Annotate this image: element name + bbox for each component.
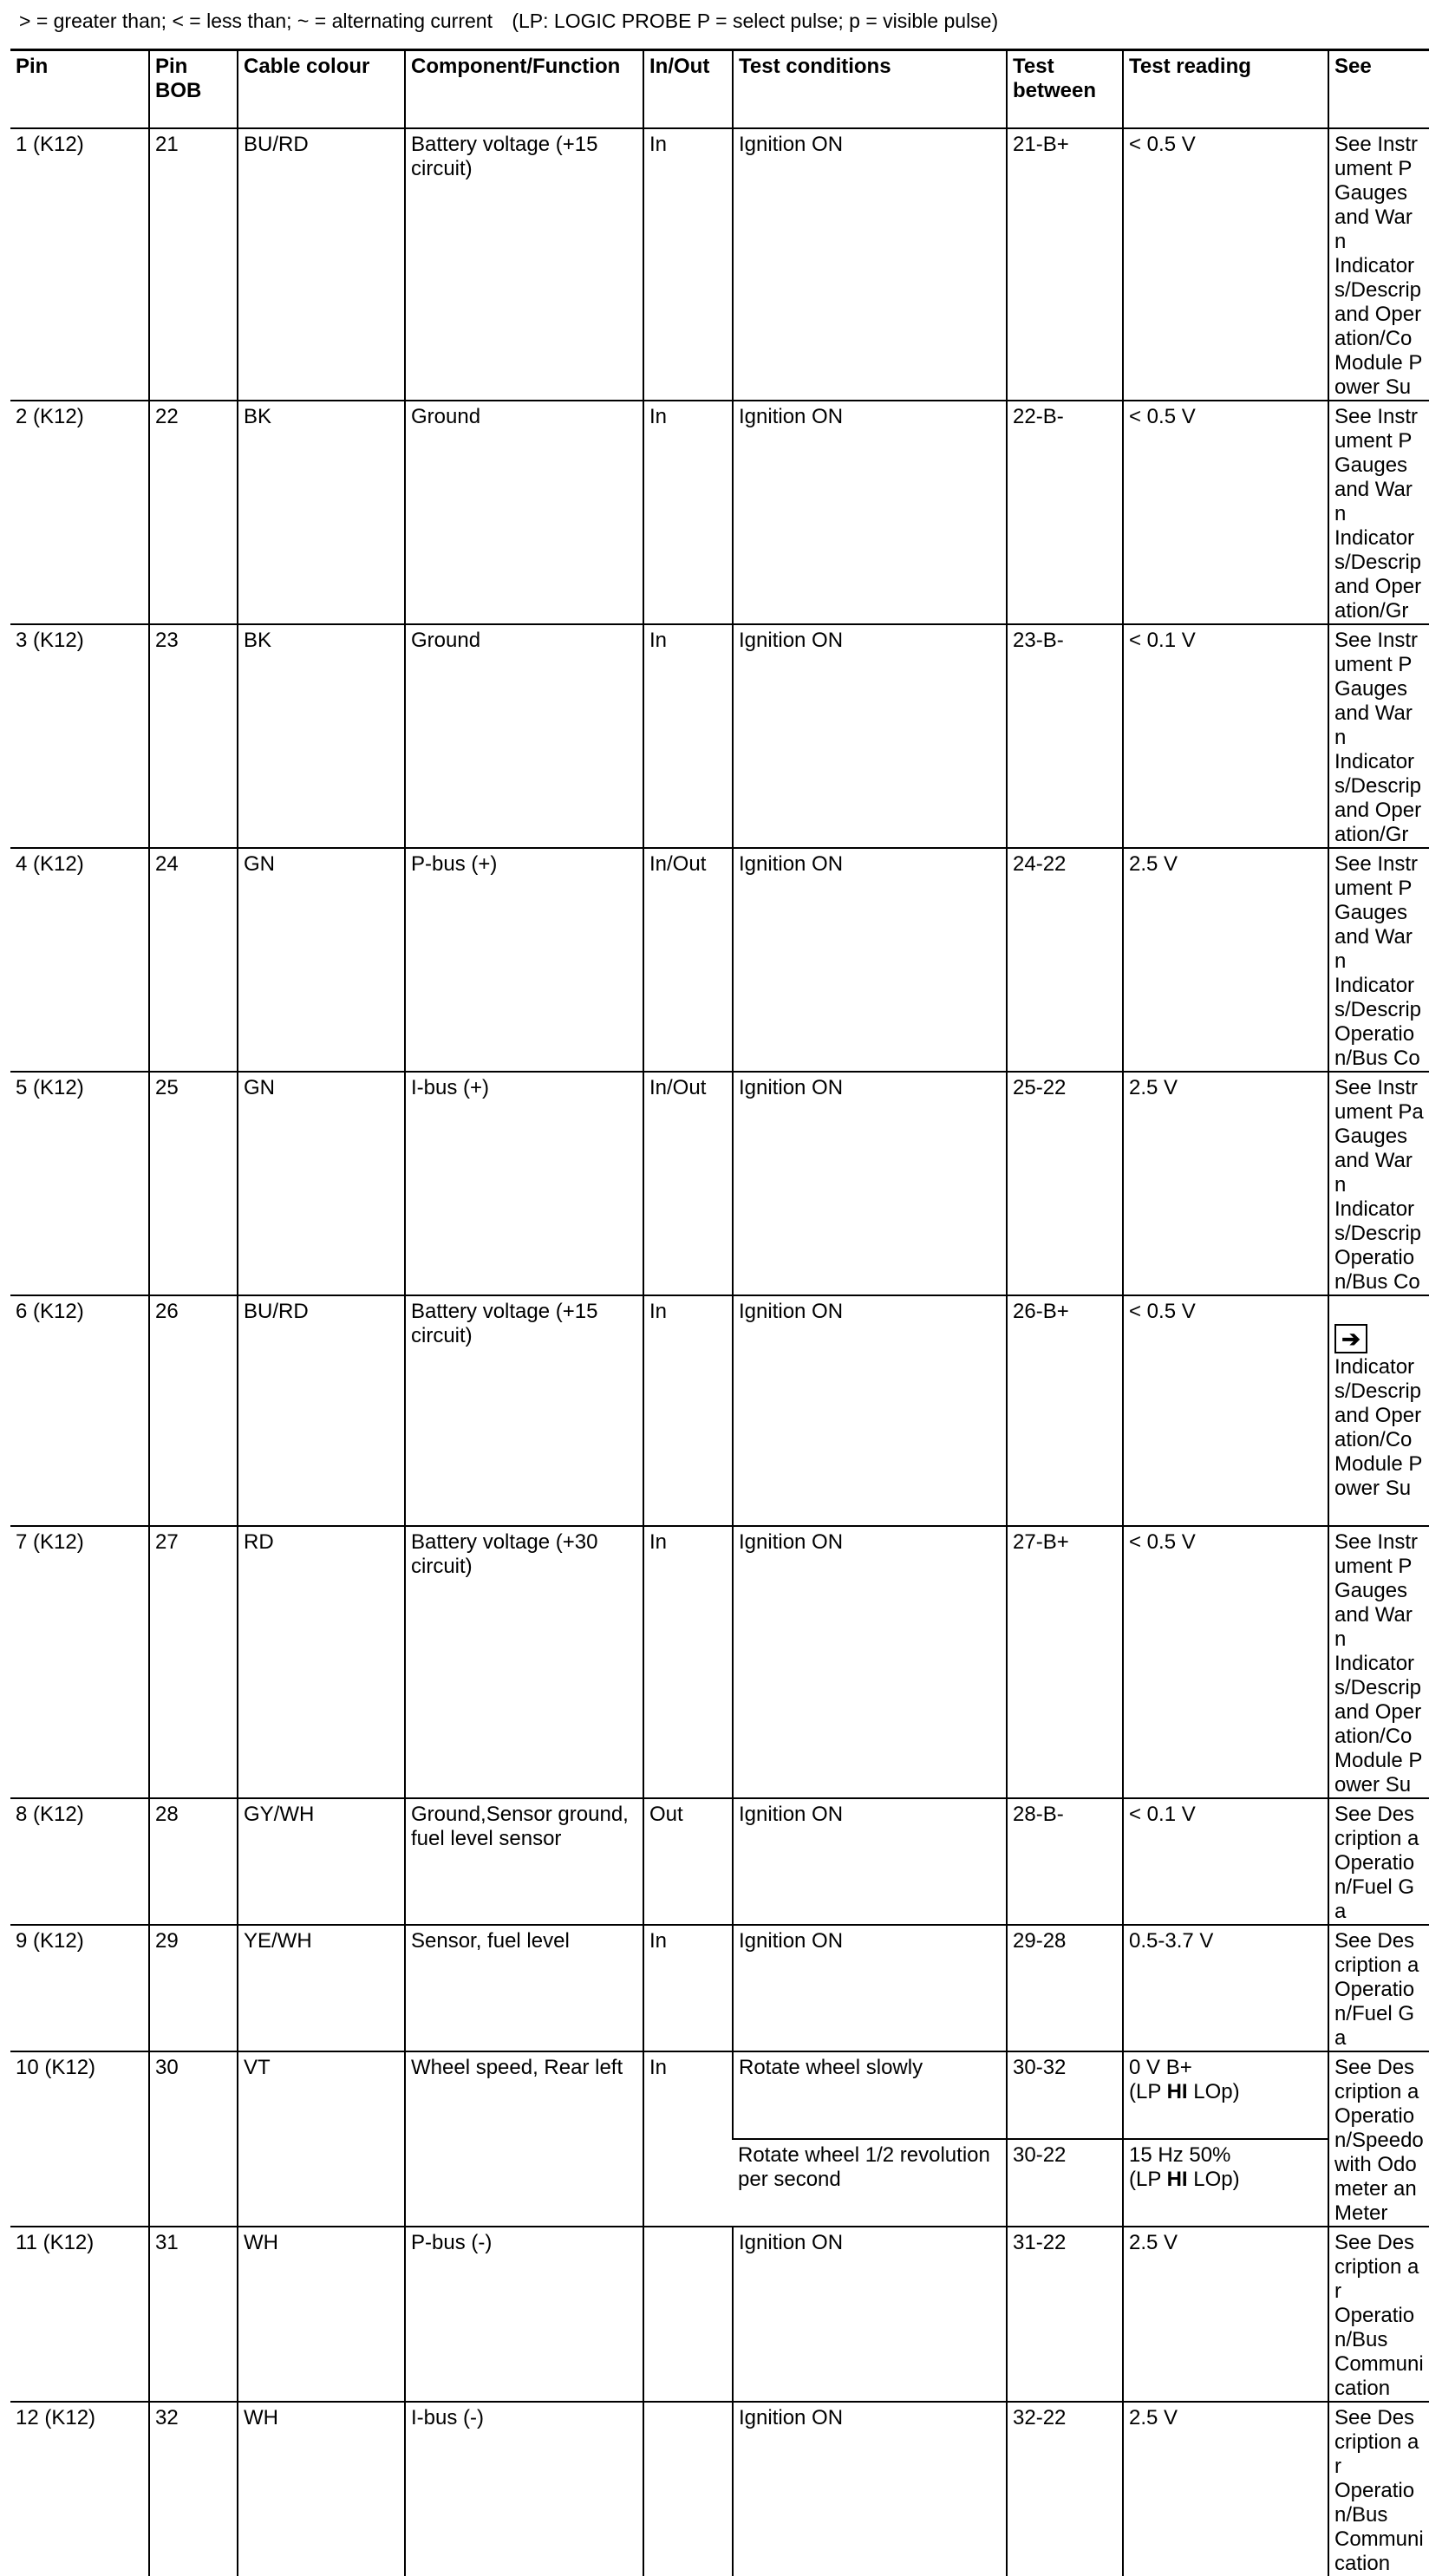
table-row	[10, 2402, 1429, 2576]
table-row	[10, 2051, 1429, 2139]
cell-conditions: Ignition ON	[733, 2227, 1007, 2402]
cell-pin-bob: 23	[149, 624, 238, 848]
cell-cable: BK	[238, 624, 405, 848]
cell-conditions: Ignition ON	[733, 128, 1007, 401]
cell-reading: 0.5-3.7 V	[1123, 1925, 1328, 2051]
cell-reading: < 0.5 V	[1123, 1295, 1328, 1526]
cell-between: 21-B+	[1007, 128, 1123, 401]
cell-pin: 1 (K12)	[10, 128, 149, 401]
header-test-conditions: Test conditions	[733, 50, 1007, 129]
table-row	[10, 848, 1429, 1072]
cell-between: 25-22	[1007, 1072, 1123, 1295]
cell-component: Ground	[405, 624, 643, 848]
cell-conditions: Ignition ON	[733, 1526, 1007, 1798]
see-text: Indicators/Descrip and Operation/Co Module Power Su	[1334, 1355, 1423, 1500]
cell-between: 30-22	[1007, 2139, 1123, 2227]
cell-reading: < 0.5 V	[1123, 401, 1328, 624]
lp-hi: HI	[1166, 2080, 1188, 2103]
header-cable-colour: Cable colour	[238, 50, 405, 129]
table-row	[10, 1072, 1429, 1295]
cell-between: 26-B+	[1007, 1295, 1123, 1526]
table-row	[10, 1925, 1429, 2051]
cell-reading: < 0.1 V	[1123, 1798, 1328, 1925]
cell-pin: 4 (K12)	[10, 848, 149, 1072]
cell-cable: BU/RD	[238, 128, 405, 401]
cell-reading	[1123, 2051, 1328, 2139]
cell-reading: 2.5 V	[1123, 2402, 1328, 2576]
cell-cable: BK	[238, 401, 405, 624]
header-in-out: In/Out	[643, 50, 733, 129]
cell-see: See Instrument P Gauges and Warn Indicators/Descrip and Operation/Gr	[1328, 624, 1429, 848]
cell-pin: 2 (K12)	[10, 401, 149, 624]
cell-in-out: In	[643, 1295, 733, 1526]
cell-between: 30-32	[1007, 2051, 1123, 2139]
cell-component: I-bus (-)	[405, 2402, 643, 2576]
header-pin-bob: Pin BOB	[149, 50, 238, 129]
cell-component: Ground,Sensor ground, fuel level sensor	[405, 1798, 643, 1925]
lp-hi: HI	[1166, 2168, 1188, 2191]
cell-pin: 11 (K12)	[10, 2227, 149, 2402]
cell-reading: < 0.5 V	[1123, 1526, 1328, 1798]
cell-pin-bob: 27	[149, 1526, 238, 1798]
header-component: Component/Function	[405, 50, 643, 129]
cell-in-out: In	[643, 1925, 733, 2051]
table-row	[10, 1526, 1429, 1798]
cell-reading: < 0.1 V	[1123, 624, 1328, 848]
header-pin: Pin	[10, 50, 149, 129]
cell-reading: 2.5 V	[1123, 2227, 1328, 2402]
cell-in-out	[643, 2402, 733, 2576]
cell-reading: < 0.5 V	[1123, 128, 1328, 401]
lp-suffix: LOp)	[1187, 2168, 1240, 2191]
cell-in-out: In	[643, 128, 733, 401]
cell-component: Wheel speed, Rear left	[405, 2051, 643, 2227]
cell-pin: 3 (K12)	[10, 624, 149, 848]
cell-pin: 7 (K12)	[10, 1526, 149, 1798]
legend-symbols: > = greater than; < = less than; ~ = alternating current	[19, 10, 493, 32]
lp-prefix: (LP	[1129, 2168, 1167, 2191]
cell-conditions: Rotate wheel 1/2 revolution per second	[733, 2139, 1007, 2227]
reading-value: 15 Hz 50%	[1129, 2143, 1231, 2167]
cell-component: Ground	[405, 401, 643, 624]
cell-component: Sensor, fuel level	[405, 1925, 643, 2051]
reading-logic-probe	[1129, 2080, 1322, 2104]
cell-component: I-bus (+)	[405, 1072, 643, 1295]
header-test-reading: Test reading	[1123, 50, 1328, 129]
cell-pin: 5 (K12)	[10, 1072, 149, 1295]
cell-cable: GY/WH	[238, 1798, 405, 1925]
cell-between: 31-22	[1007, 2227, 1123, 2402]
cell-cable: VT	[238, 2051, 405, 2227]
cell-see: See Instrument P Gauges and Warn Indicators/Descrip and Operation/Gr	[1328, 401, 1429, 624]
cell-pin-bob: 25	[149, 1072, 238, 1295]
cell-reading: 2.5 V	[1123, 1072, 1328, 1295]
cell-component: Battery voltage (+15 circuit)	[405, 128, 643, 401]
cell-reading	[1123, 2139, 1328, 2227]
cell-see: See Instrument P Gauges and Warn Indicators/Descrip and Operation/Co Module Power Su	[1328, 1526, 1429, 1798]
cell-pin-bob: 26	[149, 1295, 238, 1526]
table-row	[10, 1295, 1429, 1526]
cell-conditions: Ignition ON	[733, 401, 1007, 624]
cell-component: P-bus (-)	[405, 2227, 643, 2402]
cell-in-out: In	[643, 624, 733, 848]
cell-pin: 10 (K12)	[10, 2051, 149, 2227]
cell-in-out	[643, 2227, 733, 2402]
pin-table	[10, 49, 1429, 2576]
cell-cable: WH	[238, 2227, 405, 2402]
cell-component: Battery voltage (+30 circuit)	[405, 1526, 643, 1798]
cell-pin-bob: 30	[149, 2051, 238, 2227]
cell-between: 32-22	[1007, 2402, 1123, 2576]
cell-between: 23-B-	[1007, 624, 1123, 848]
arrow-right-icon[interactable]: ➔	[1334, 1324, 1367, 1353]
cell-see: See Description a Operation/Fuel Ga	[1328, 1925, 1429, 2051]
cell-pin-bob: 21	[149, 128, 238, 401]
cell-pin-bob: 22	[149, 401, 238, 624]
lp-suffix: LOp)	[1187, 2080, 1240, 2103]
legend	[19, 7, 1406, 35]
legend-logic-probe: (LP: LOGIC PROBE P = select pulse; p = visible pulse)	[512, 10, 999, 32]
cell-component: Battery voltage (+15 circuit)	[405, 1295, 643, 1526]
cell-cable: YE/WH	[238, 1925, 405, 2051]
cell-in-out: In/Out	[643, 1072, 733, 1295]
cell-pin-bob: 29	[149, 1925, 238, 2051]
cell-conditions: Ignition ON	[733, 848, 1007, 1072]
cell-between: 29-28	[1007, 1925, 1123, 2051]
cell-see: See Instrument P Gauges and Warn Indicators/Descrip and Operation/Co Module Power Su	[1328, 128, 1429, 401]
cell-cable: GN	[238, 1072, 405, 1295]
cell-pin-bob: 28	[149, 1798, 238, 1925]
cell-conditions: Ignition ON	[733, 624, 1007, 848]
cell-cable: RD	[238, 1526, 405, 1798]
cell-between: 28-B-	[1007, 1798, 1123, 1925]
cell-component: P-bus (+)	[405, 848, 643, 1072]
cell-in-out: Out	[643, 1798, 733, 1925]
cell-pin: 12 (K12)	[16, 2406, 96, 2429]
cell-cable: GN	[238, 848, 405, 1072]
header-see: See	[1328, 50, 1429, 129]
cell-in-out: In	[643, 2051, 733, 2227]
cell-cable: BU/RD	[238, 1295, 405, 1526]
reading-value: 0 V B+	[1129, 2056, 1192, 2079]
cell-in-out: In	[643, 1526, 733, 1798]
cell-conditions: Ignition ON	[733, 1798, 1007, 1925]
cell-pin: 9 (K12)	[10, 1925, 149, 2051]
cell-see	[1328, 1295, 1429, 1526]
cell-conditions: Ignition ON	[733, 1925, 1007, 2051]
table-row	[10, 1798, 1429, 1925]
cell-conditions: Ignition ON	[733, 1295, 1007, 1526]
cell-pin-bob: 24	[149, 848, 238, 1072]
cell-between: 27-B+	[1007, 1526, 1123, 1798]
cell-pin-bob: 32	[149, 2402, 238, 2576]
cell-in-out: In	[643, 401, 733, 624]
table-row	[10, 624, 1429, 848]
header-test-between: Test between	[1007, 50, 1123, 129]
cell-in-out: In/Out	[643, 848, 733, 1072]
header-row	[10, 50, 1429, 129]
cell-conditions: Ignition ON	[733, 2402, 1007, 2576]
cell-see: See Instrument Pa Gauges and Warn Indicators/Descrip Operation/Bus Co	[1328, 1072, 1429, 1295]
cell-see: See Instrument P Gauges and Warn Indicators/Descrip Operation/Bus Co	[1328, 848, 1429, 1072]
cell-conditions: Rotate wheel slowly	[733, 2051, 1007, 2139]
cell-reading: 2.5 V	[1123, 848, 1328, 1072]
lp-prefix: (LP	[1129, 2080, 1167, 2103]
cell-cable: WH	[238, 2402, 405, 2576]
cell-pin-bob: 31	[149, 2227, 238, 2402]
cell-pin: 6 (K12)	[10, 1295, 149, 1526]
table-row	[10, 401, 1429, 624]
cell-conditions: Ignition ON	[733, 1072, 1007, 1295]
cell-see: See Description a Operation/Fuel Ga	[1328, 1798, 1429, 1925]
table-row	[10, 2227, 1429, 2402]
cell-see: See Description a Operation/Speedo with Odometer an Meter	[1328, 2051, 1429, 2227]
cell-see: See Description ar Operation/Bus Communication	[1328, 2402, 1429, 2576]
cell-pin: 8 (K12)	[10, 1798, 149, 1925]
cell-between: 24-22	[1007, 848, 1123, 1072]
table-row	[10, 128, 1429, 401]
reading-logic-probe	[1129, 2168, 1322, 2192]
cell-between: 22-B-	[1007, 401, 1123, 624]
cell-see: See Description ar Operation/Bus Communication	[1328, 2227, 1429, 2402]
